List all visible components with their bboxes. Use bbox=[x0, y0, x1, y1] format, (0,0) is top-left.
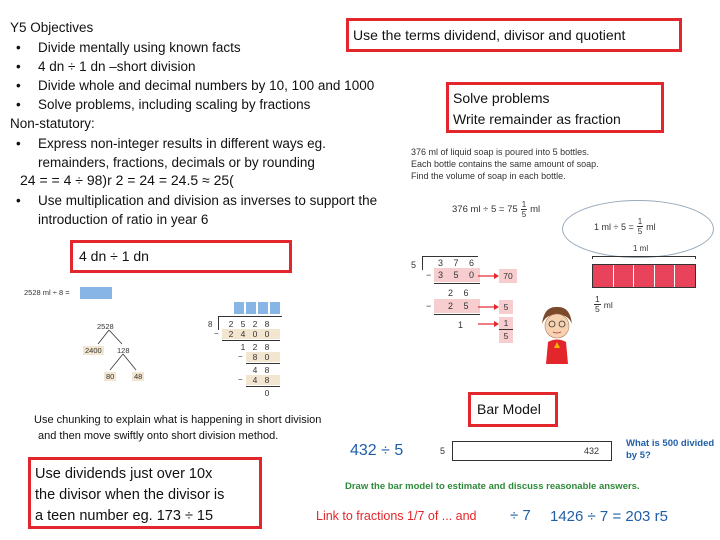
chunking-note-line: Use chunking to explain what is happening in short division bbox=[34, 414, 322, 426]
soap-problem bbox=[411, 146, 599, 182]
remainder-fraction-line: Write remainder as fraction bbox=[453, 111, 621, 127]
minus-sign: − bbox=[238, 375, 243, 384]
minus-sign: − bbox=[426, 270, 432, 280]
digit: 4 bbox=[240, 329, 246, 339]
bubble-fraction bbox=[637, 217, 643, 236]
digit: 2 bbox=[252, 342, 258, 352]
terms-box-text: Use the terms dividend, divisor and quotient bbox=[353, 27, 626, 43]
rounding-example: 24 = = 4 ÷ 98)r 2 = 24 = 24.5 ≈ 25( bbox=[20, 172, 234, 188]
objective-item: • Divide whole and decimal numbers by 10, 100 and 1000 bbox=[38, 76, 374, 95]
short-division-label: 4 dn ÷ 1 dn bbox=[79, 248, 149, 264]
non-statutory-item: • Use multiplication and division as inverses to support the bbox=[38, 191, 377, 210]
quotient-part: 5 bbox=[499, 300, 513, 314]
soap-problem-line: Find the volume of soap in each bottle. bbox=[411, 171, 566, 181]
minus-sign: − bbox=[426, 301, 432, 311]
objective-item: • 4 dn ÷ 1 dn –short division bbox=[38, 57, 196, 76]
rule bbox=[434, 314, 480, 315]
minus-sign: − bbox=[238, 352, 243, 361]
bar-total-label: 1 ml bbox=[633, 244, 649, 253]
fraction-denominator: 5 bbox=[503, 331, 509, 341]
tree-left: 2400 bbox=[85, 346, 102, 355]
long-div-rem: 2 6 bbox=[448, 288, 473, 298]
objective-item: • Divide mentally using known facts bbox=[38, 38, 241, 57]
fraction-bar bbox=[592, 264, 696, 288]
bar-part bbox=[675, 265, 695, 287]
long-div-bar bbox=[422, 256, 478, 257]
soap-answer-fraction bbox=[521, 200, 527, 219]
digit: 2 bbox=[228, 319, 234, 329]
bar-part-label bbox=[594, 295, 613, 314]
bubble-unit: ml bbox=[646, 221, 656, 232]
answer-square bbox=[246, 302, 256, 314]
bubble-expr: 1 ml ÷ 5 = bbox=[594, 221, 634, 232]
bar-bracket bbox=[592, 256, 696, 259]
long-div-bracket bbox=[422, 256, 423, 270]
digit: 0 bbox=[264, 352, 270, 362]
soap-answer-unit: ml bbox=[530, 204, 541, 215]
non-statutory-item-cont: remainders, fractions, decimals or by rounding bbox=[38, 155, 315, 170]
tree-leaf: 80 bbox=[106, 372, 115, 381]
fractions-link: Link to fractions 1/7 of ... and bbox=[316, 509, 477, 523]
fraction-denominator: 5 bbox=[637, 227, 643, 236]
fraction-denominator: 5 bbox=[521, 210, 527, 219]
non-statutory-item: • Express non-integer results in different ways eg. bbox=[38, 134, 326, 153]
tree-right: 128 bbox=[117, 346, 130, 355]
digit: 4 bbox=[252, 365, 258, 375]
divisor: 8 bbox=[208, 320, 213, 329]
digit: 1 bbox=[240, 342, 246, 352]
long-div-final: 1 bbox=[458, 320, 464, 330]
long-div-divisor: 5 bbox=[411, 260, 417, 270]
rule bbox=[434, 283, 480, 284]
bar-part bbox=[634, 265, 655, 287]
digit: 4 bbox=[252, 375, 258, 385]
bar-divisor: 5 bbox=[440, 446, 446, 456]
digit: 2 bbox=[228, 329, 234, 339]
fraction-numerator: 1 bbox=[521, 200, 527, 209]
digit: 5 bbox=[240, 319, 246, 329]
soap-problem-line: Each bottle contains the same amount of soap. bbox=[411, 159, 599, 169]
objectives-title: Y5 Objectives bbox=[10, 20, 94, 35]
terms-box bbox=[346, 18, 682, 52]
digit: 2 bbox=[252, 319, 258, 329]
digit: 8 bbox=[264, 342, 270, 352]
part-unit: ml bbox=[603, 299, 613, 310]
minus-sign: − bbox=[214, 329, 219, 338]
bar-question: What is 500 divided by 5? bbox=[626, 438, 715, 461]
rule bbox=[246, 363, 280, 364]
chunking-note bbox=[34, 412, 321, 444]
long-div-sub: 3 5 0 bbox=[438, 270, 479, 280]
digit: 0 bbox=[264, 329, 270, 339]
fraction-numerator: 1 bbox=[637, 217, 643, 226]
long-div-dividend: 3 7 6 bbox=[438, 258, 479, 268]
bracket bbox=[218, 316, 219, 330]
digit: 8 bbox=[252, 352, 258, 362]
fractions-op: ÷ 7 bbox=[510, 507, 531, 524]
non-statutory-label: Non-statutory: bbox=[10, 116, 95, 131]
bubble-text bbox=[594, 217, 656, 236]
answer-box bbox=[80, 287, 112, 299]
dividend-tip-box bbox=[28, 457, 262, 529]
dividend-tip-line: Use dividends just over 10x bbox=[35, 466, 213, 482]
chunking-note-line: and then move swiftly onto short division method. bbox=[38, 430, 279, 442]
remainder-fraction bbox=[499, 317, 513, 343]
answer-square bbox=[234, 302, 244, 314]
solve-problems-line: Solve problems bbox=[453, 90, 550, 106]
final-equation: 1426 ÷ 7 = 203 r5 bbox=[550, 508, 668, 525]
part-fraction bbox=[594, 295, 601, 314]
tree-leaf: 48 bbox=[134, 372, 143, 381]
bar-model-label: Bar Model bbox=[477, 401, 541, 417]
quotient-part: 70 bbox=[499, 269, 517, 283]
bar-part bbox=[593, 265, 614, 287]
digit: 0 bbox=[264, 388, 270, 398]
digit: 8 bbox=[264, 319, 270, 329]
soap-answer bbox=[452, 200, 540, 219]
long-div-sub: 2 5 bbox=[448, 301, 473, 311]
objective-item: • Solve problems, including scaling by fractions bbox=[38, 95, 310, 114]
bar-model-box bbox=[468, 392, 558, 427]
soap-problem-line: 376 ml of liquid soap is poured into 5 bottles. bbox=[411, 147, 590, 157]
bar-part bbox=[655, 265, 676, 287]
fraction-numerator: 1 bbox=[595, 294, 600, 304]
rule bbox=[246, 386, 280, 387]
child-illustration bbox=[532, 302, 582, 366]
fraction-denominator: 5 bbox=[595, 304, 600, 314]
tree-root: 2528 bbox=[97, 322, 114, 331]
non-statutory-item-cont: introduction of ratio in year 6 bbox=[38, 212, 209, 227]
answer-square bbox=[270, 302, 280, 314]
bar bbox=[218, 316, 282, 317]
answer-square bbox=[258, 302, 268, 314]
rule bbox=[222, 340, 280, 341]
soap-answer-expr: 376 ml ÷ 5 = 75 bbox=[452, 204, 518, 215]
short-division-box bbox=[70, 240, 292, 273]
digit: 8 bbox=[264, 375, 270, 385]
bar-value: 432 bbox=[584, 446, 600, 456]
digit: 8 bbox=[264, 365, 270, 375]
bar-example-expr: 432 ÷ 5 bbox=[350, 442, 404, 459]
digit: 0 bbox=[252, 329, 258, 339]
fraction-numerator: 1 bbox=[499, 317, 513, 330]
solve-problems-box bbox=[446, 82, 664, 133]
dividend-tip-line: the divisor when the divisor is bbox=[35, 487, 225, 503]
chunking-problem: 2528 ml ÷ 8 = bbox=[24, 288, 70, 297]
arrows bbox=[478, 270, 500, 340]
bar-instruction: Draw the bar model to estimate and discuss reasonable answers. bbox=[345, 481, 640, 492]
dividend-tip-line: a teen number eg. 173 ÷ 15 bbox=[35, 508, 214, 524]
bar-part bbox=[614, 265, 635, 287]
